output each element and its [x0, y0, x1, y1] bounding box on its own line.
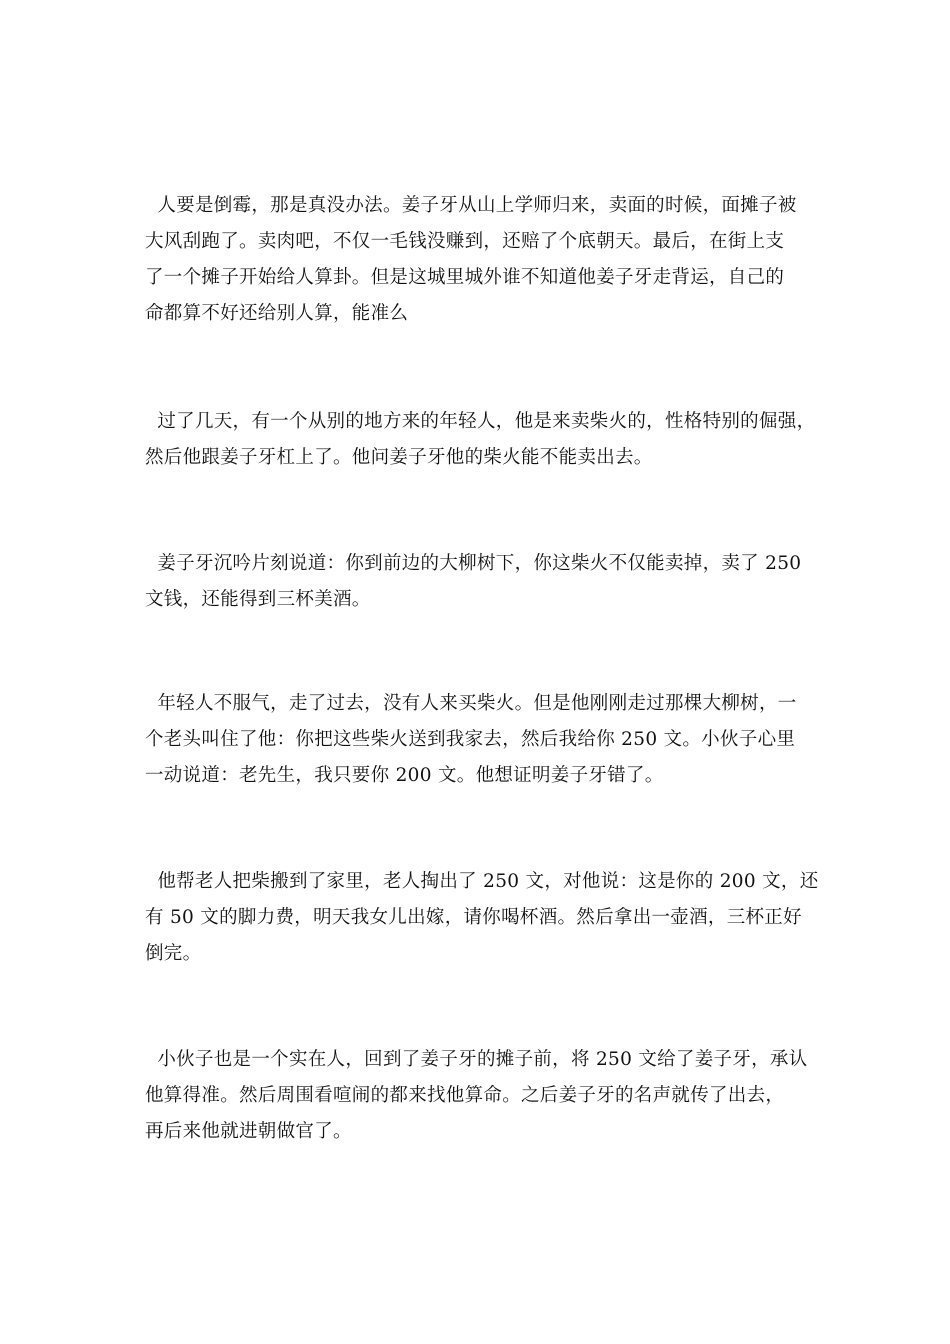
paragraph-line: 再后来他就进朝做官了。: [145, 1121, 352, 1142]
paragraph-line: 他算得准。然后周围看喧闹的都来找他算命。之后姜子牙的名声就传了出去，: [145, 1085, 785, 1106]
paragraph-line: 一动说道：老先生，我只要你 200 文。他想证明姜子牙错了。: [145, 765, 664, 786]
paragraph-line: 人要是倒霉，那是真没办法。姜子牙从山上学师归来，卖面的时候，面摊子被: [145, 195, 797, 216]
paragraph-line: 年轻人不服气，走了过去，没有人来买柴火。但是他刚刚走过那棵大柳树，一: [145, 693, 797, 714]
paragraph-line: 倒完。: [145, 943, 202, 964]
paragraph-line: 小伙子也是一个实在人，回到了姜子牙的摊子前，将 250 文给了姜子牙，承认: [145, 1049, 808, 1070]
paragraph-line: 姜子牙沉吟片刻说道：你到前边的大柳树下，你这柴火不仅能卖掉，卖了 250: [145, 553, 802, 574]
paragraph-line: 然后他跟姜子牙杠上了。他问姜子牙他的柴火能不能卖出去。: [145, 447, 653, 468]
paragraph-2: [145, 404, 835, 476]
paragraph-line: 个老头叫住了他：你把这些柴火送到我家去，然后我给你 250 文。小伙子心里: [145, 729, 796, 750]
paragraph-line: 大风刮跑了。卖肉吧，不仅一毛钱没赚到，还赔了个底朝天。最后，在街上支: [145, 231, 785, 252]
paragraph-5: [145, 864, 835, 972]
paragraph-3: [145, 546, 835, 618]
paragraph-line: 文钱，还能得到三杯美酒。: [145, 589, 371, 610]
paragraph-line: 有 50 文的脚力费，明天我女儿出嫁，请你喝杯酒。然后拿出一壶酒，三杯正好: [145, 907, 802, 928]
paragraph-line: 他帮老人把柴搬到了家里，老人掏出了 250 文，对他说：这是你的 200 文，还: [145, 871, 819, 892]
paragraph-line: 命都算不好还给别人算，能准么: [145, 303, 409, 324]
paragraph-1: [145, 188, 835, 332]
paragraph-line: 了一个摊子开始给人算卦。但是这城里城外谁不知道他姜子牙走背运，自己的: [145, 267, 785, 288]
paragraph-6: [145, 1042, 835, 1150]
paragraph-4: [145, 686, 835, 794]
paragraph-line: 过了几天，有一个从别的地方来的年轻人，他是来卖柴火的，性格特别的倔强，: [145, 411, 816, 432]
